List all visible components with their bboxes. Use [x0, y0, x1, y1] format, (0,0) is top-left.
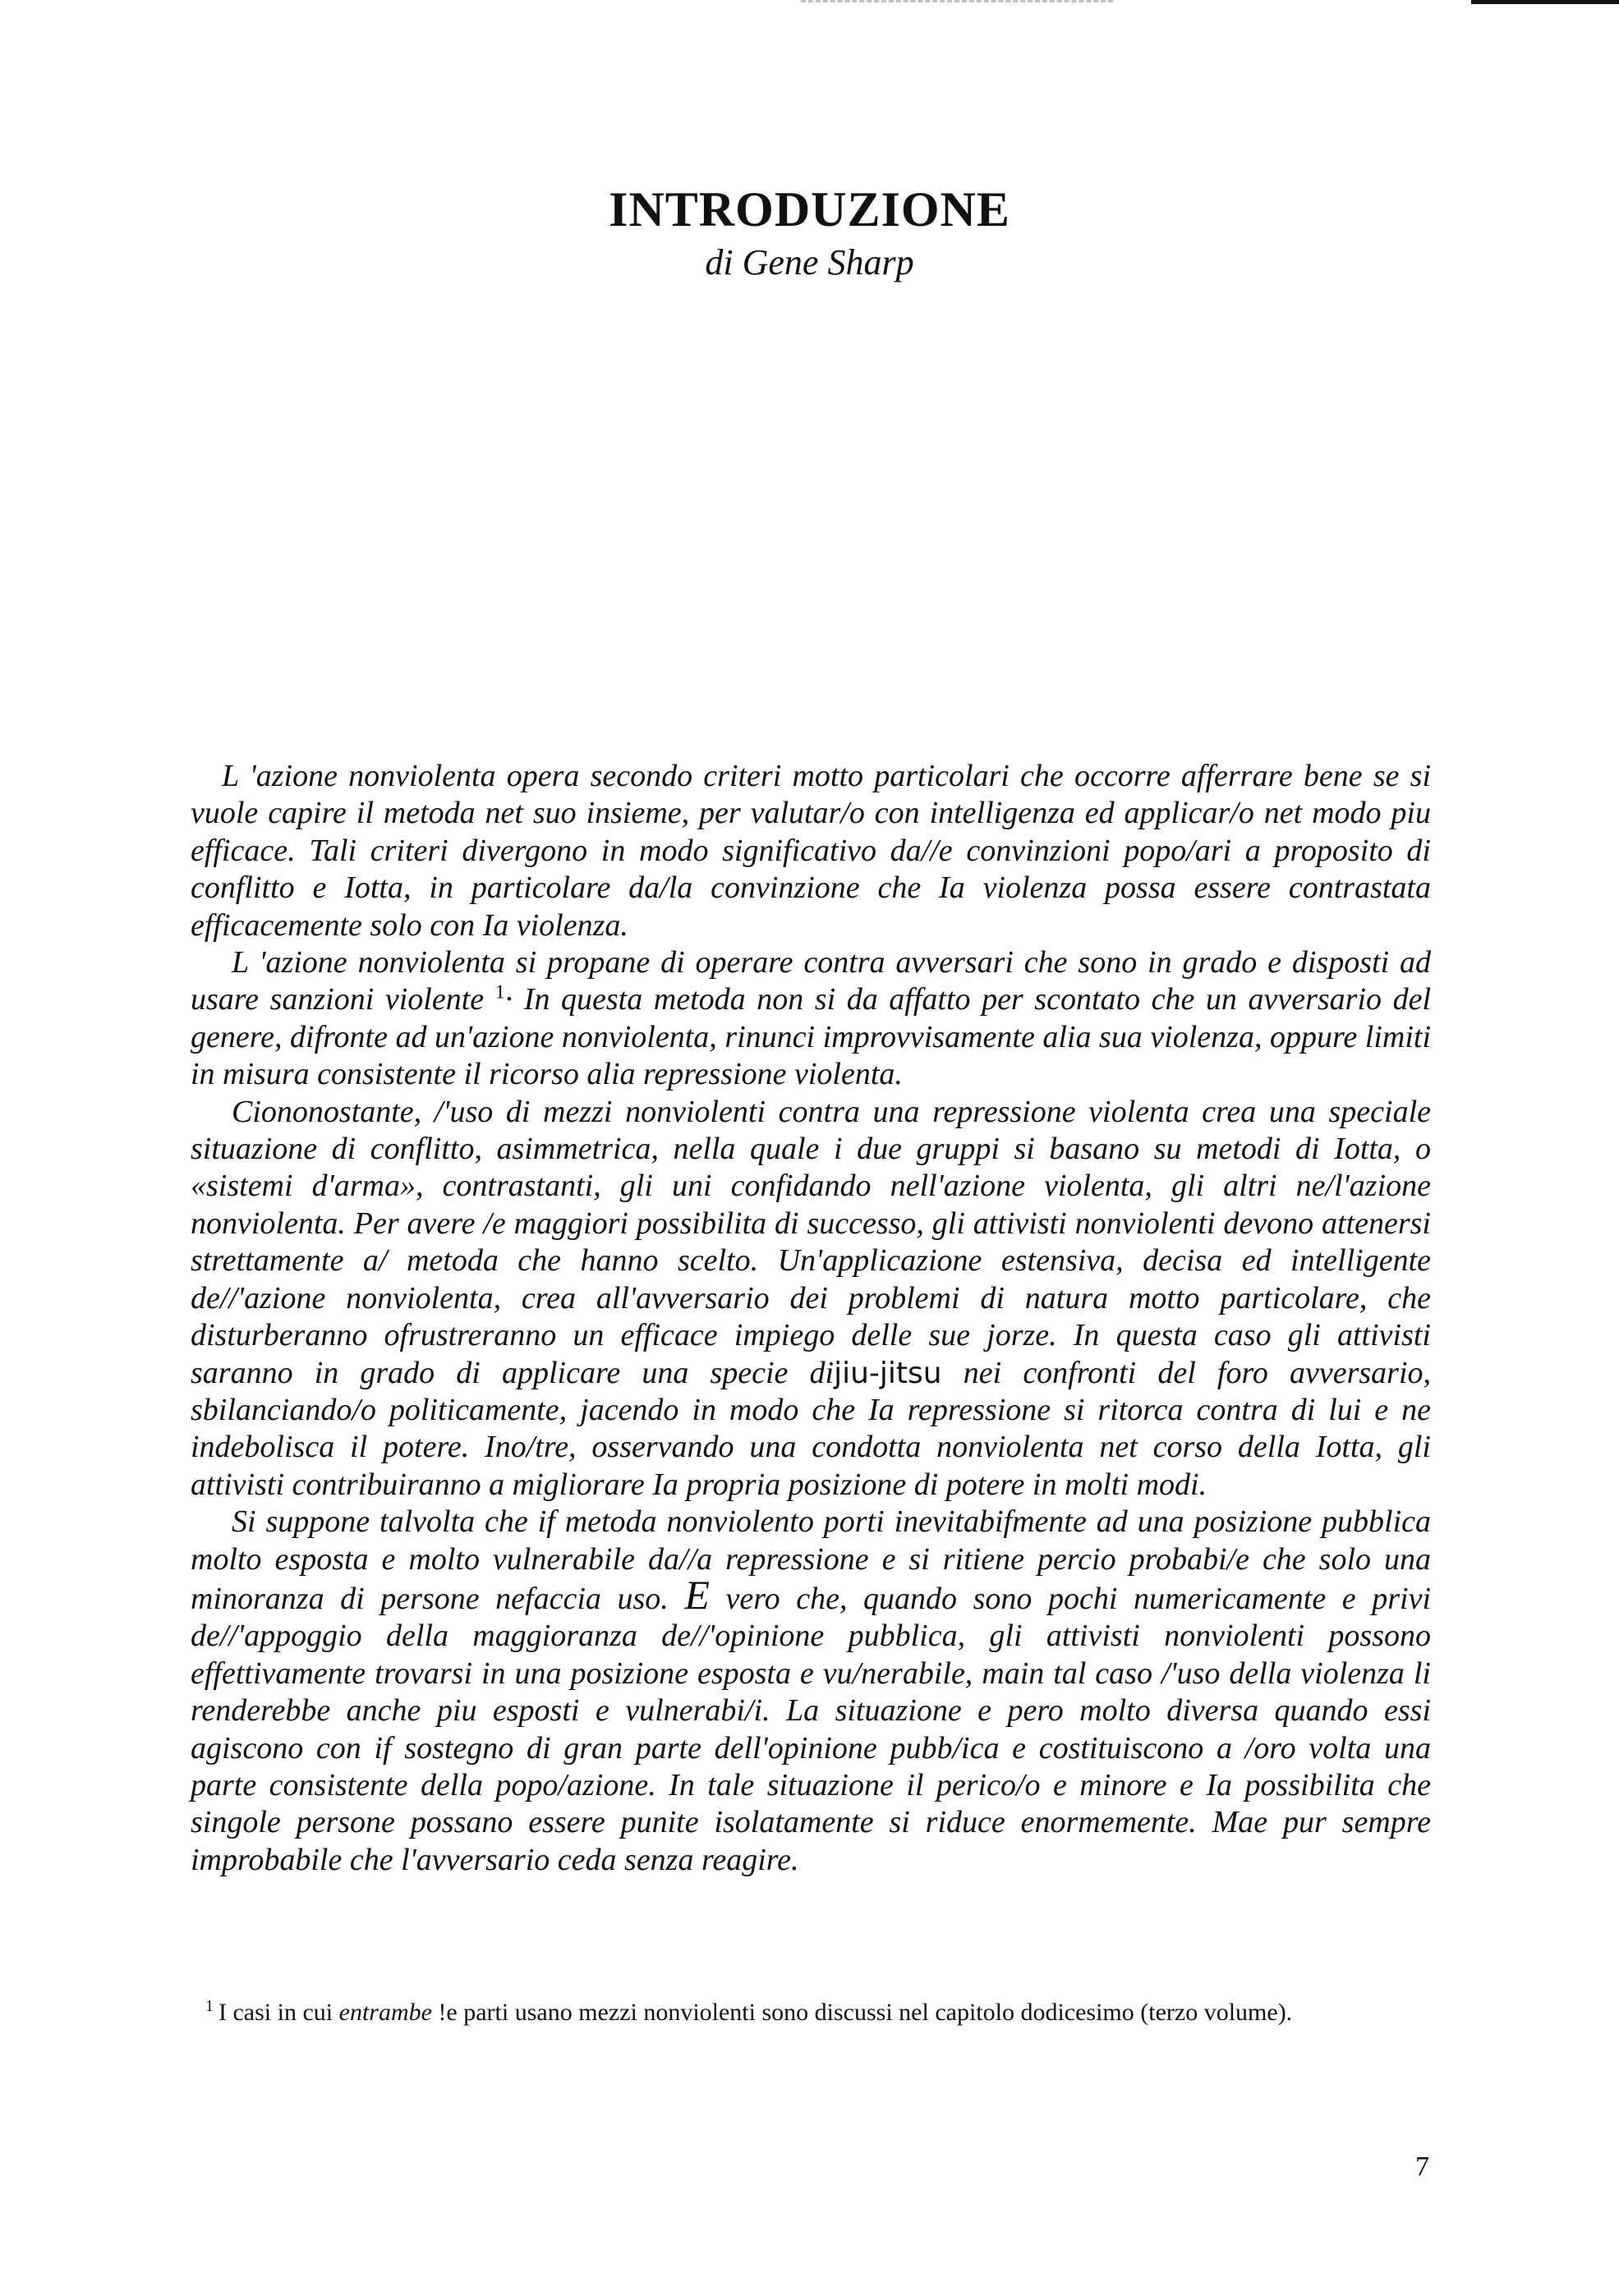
page-number: 7 — [1415, 2151, 1429, 2182]
footnote-marker: 1 — [205, 1997, 214, 2015]
footnote-emphasis: entrambe — [338, 1999, 432, 2026]
paragraph-3 — [191, 1094, 1431, 1504]
body-text — [191, 758, 1431, 1879]
chapter-heading — [0, 182, 1619, 282]
paragraph-1 — [191, 758, 1431, 944]
footnote-text-after: !e parti usano mezzi nonviolenti sono discussi nel capitolo dodicesimo (terzo volume). — [438, 1999, 1293, 2026]
paragraph-2-text-after: · In questa metoda non si da affatto per scontato che un avversario del genere, difronte ad un'azione nonviolenta, rinunci improvvisamente alia sua violenza, oppure limiti in misura consistente il ricorso alia repressione violenta. — [191, 982, 1432, 1092]
footnote — [205, 1997, 1431, 2028]
footnote-text-before: I casi in cui — [218, 1999, 333, 2026]
scan-artifact-bar — [1471, 0, 1619, 4]
paragraph-3-text-before: Ciononostante, /'uso di mezzi nonviolenti contra una repressione violenta crea una speciale situazione di conflitto, asimmetrica, nella quale i due gruppi si basano su metodi di Iotta, o «sistemi d'arma», contrastanti, gli uni confidando nell'azione violenta, gli altri ne/l'azione nonviolenta. Per avere /e maggiori possibilita di successo, gli attivisti nonviolenti devono attenersi strettamente a/ metoda che hanno scelto. Un'applicazione estensiva, decisa ed intelligente de//'azione nonviolenta, crea all'avversario dei problemi di natura motto particolare, che disturberanno ofrustreranno un efficace impiego delle sue jorze. In questa caso gli attivisti saranno in grado di applicare una specie di — [191, 1094, 1431, 1390]
large-letter-e: E — [684, 1571, 710, 1618]
scan-artifact-dashes — [801, 0, 1113, 14]
paragraph-4 — [191, 1504, 1431, 1879]
chapter-author: di Gene Sharp — [705, 242, 914, 282]
chapter-title: INTRODUZIONE — [609, 182, 1010, 236]
paragraph-4-text-before: Si suppone talvolta che if metoda nonviolento porti inevitabifmente ad una posizione pubblica molto esposta e molto vulnerabile da//a repressione e si ritiene percio probabi/e che solo una minoranza di persone nefaccia uso. — [191, 1504, 1431, 1616]
paragraph-2-text-before: L 'azione nonviolenta si propane di operare contra avversari che sono in grado e disposti ad usare sanzioni violente — [191, 945, 1431, 1017]
footnote-reference: 1 — [494, 981, 505, 1003]
jiu-jitsu-term: jiu-jitsu — [834, 1356, 942, 1390]
paragraph-2 — [191, 944, 1431, 1094]
paragraph-1-text: L 'azione nonviolenta opera secondo criteri motto particolari che occorre afferrare bene se si vuole capire il metoda net suo insieme, per valutar/o con intelligenza ed applicar/o net modo piu efficace. Tali criteri divergono in modo significativo da//e convinzioni popo/ari a proposito di conflitto e Iotta, in particolare da/la convinzione che Ia violenza possa essere contrastata efficacemente solo con Ia violenza. — [191, 759, 1431, 943]
paragraph-4-text-after: vero che, quando sono pochi numericamente e privi de//'appoggio della maggioranza de//'opinione pubblica, gli attivisti nonviolenti possono effettivamente trovarsi in una posizione esposta e vu/nerabile, main tal caso /'uso della violenza li renderebbe anche piu esposti e vulnerabi/i. La situazione e pero molto diversa quando essi agiscono con if sostegno di gran parte dell'opinione pubb/ica e costituiscono a /oro volta una parte consistente della popo/azione. In tale situazione il perico/o e minore e Ia possibilita che singole persone possano essere punite isolatamente si riduce enormemente. Mae pur sempre improbabile che l'avversario ceda senza reagire. — [191, 1581, 1432, 1877]
paragraph-3-text-after: nei confronti del foro avversario, sbilanciando/o politicamente, jacendo in modo che Ia repressione si ritorca contra di lui e ne indebolisca il potere. Ino/tre, osservando una condotta nonviolenta net corso della Iotta, gli attivisti contribuiranno a migliorare Ia propria posizione di potere in molti modi. — [191, 1355, 1431, 1502]
